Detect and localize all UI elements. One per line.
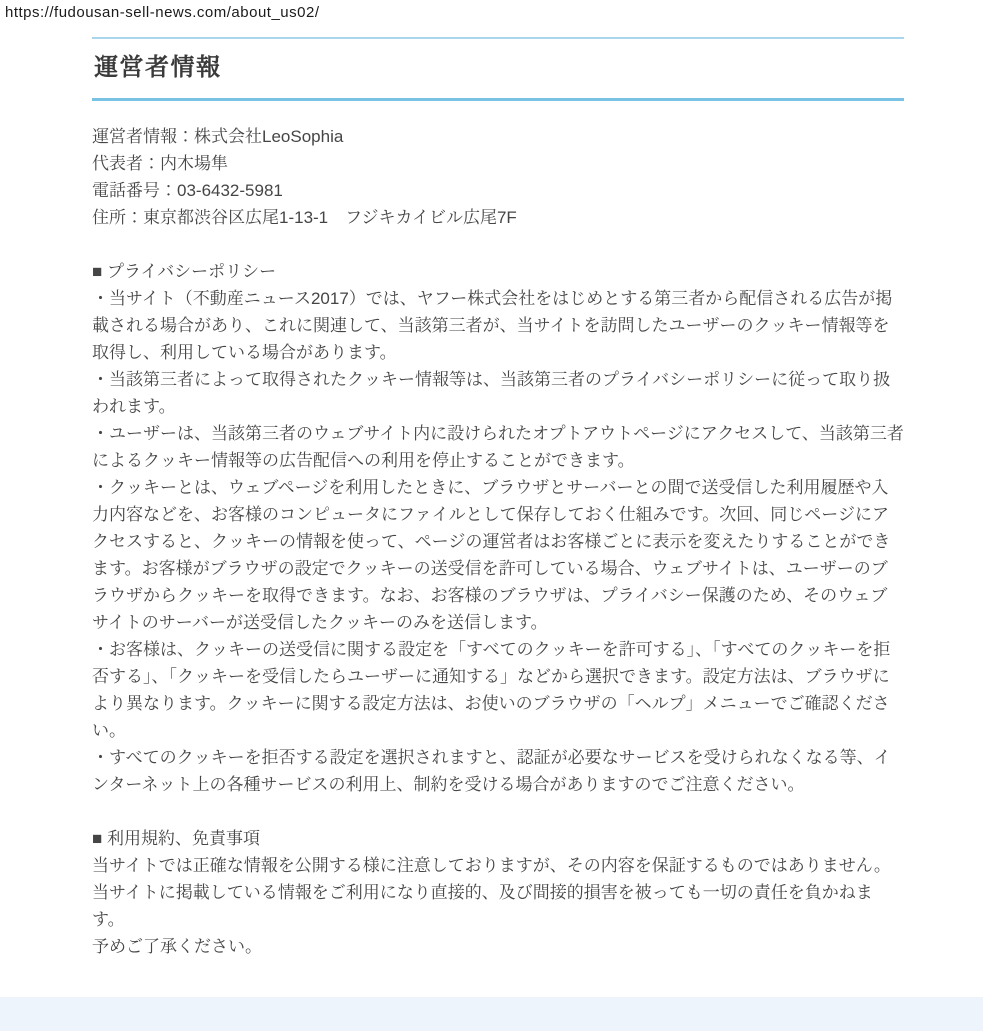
privacy-policy-paragraph: ・お客様は、クッキーの送受信に関する設定を「すべてのクッキーを許可する」、「すべてのクッキーを拒否する」、「クッキーを受信したらユーザーに通知する」などから選択できます。設定方法は、ブラウザにより異なります。クッキーに関する設定方法は、お使いのブラウザの「ヘルプ」メニューでご確認ください。 <box>92 640 891 740</box>
title-bottom-divider <box>92 98 904 101</box>
terms-line: 当サイトに掲載している情報をご利用になり直接的、及び間接的損害を被っても一切の責任を負かねます。 <box>92 883 873 929</box>
page-body <box>92 123 904 960</box>
operator-info-line-representative: 代表者：内木場隼 <box>92 154 228 173</box>
terms-heading: ■ 利用規約、免責事項 <box>92 829 260 848</box>
title-top-divider <box>92 37 904 39</box>
operator-info-line-address: 住所：東京都渋谷区広尾1-13-1 フジキカイビル広尾7F <box>92 208 517 227</box>
operator-info-line-company: 運営者情報：株式会社LeoSophia <box>92 127 344 146</box>
terms-line: 当サイトでは正確な情報を公開する様に注意しておりますが、その内容を保証するものではありません。 <box>92 856 891 875</box>
page-title: 運営者情報 <box>94 54 222 81</box>
privacy-policy-paragraph: ・すべてのクッキーを拒否する設定を選択されますと、認証が必要なサービスを受けられなくなる等、インターネット上の各種サービスの利用上、制約を受ける場合がありますのでご注意ください。 <box>92 748 891 794</box>
page-url: https://fudousan-sell-news.com/about_us02/ <box>5 4 320 21</box>
privacy-policy-paragraph: ・ユーザーは、当該第三者のウェブサイト内に設けられたオプトアウトページにアクセスして、当該第三者によるクッキー情報等の広告配信への利用を停止することができます。 <box>92 424 904 470</box>
footer-band <box>0 997 983 1031</box>
privacy-policy-paragraph: ・当サイト（不動産ニュース2017）では、ヤフー株式会社をはじめとする第三者から配信される広告が掲載される場合があり、これに関連して、当該第三者が、当サイトを訪問したユーザーのクッキー情報等を取得し、利用している場合があります。 <box>92 289 893 362</box>
privacy-policy-heading: ■ プライバシーポリシー <box>92 262 277 281</box>
privacy-policy-paragraph: ・クッキーとは、ウェブページを利用したときに、ブラウザとサーバーとの間で送受信した利用履歴や入力内容などを、お客様のコンピュータにファイルとして保存しておく仕組みです。次回、同じページにアクセスすると、クッキーの情報を使って、ページの運営者はお客様ごとに表示を変えたりすることができます。お客様がブラウザの設定でクッキーの送受信を許可している場合、ウェブサイトは、ユーザーのブラウザからクッキーを取得できます。なお、お客様のブラウザは、プライバシー保護のため、そのウェブサイトのサーバーが送受信したクッキーのみを送信します。 <box>92 478 891 632</box>
operator-info-line-phone: 電話番号：03-6432-5981 <box>92 181 283 200</box>
main-content <box>92 37 904 960</box>
privacy-policy-paragraph: ・当該第三者によって取得されたクッキー情報等は、当該第三者のプライバシーポリシーに従って取り扱われます。 <box>92 370 891 416</box>
terms-line: 予めご了承ください。 <box>92 937 262 956</box>
